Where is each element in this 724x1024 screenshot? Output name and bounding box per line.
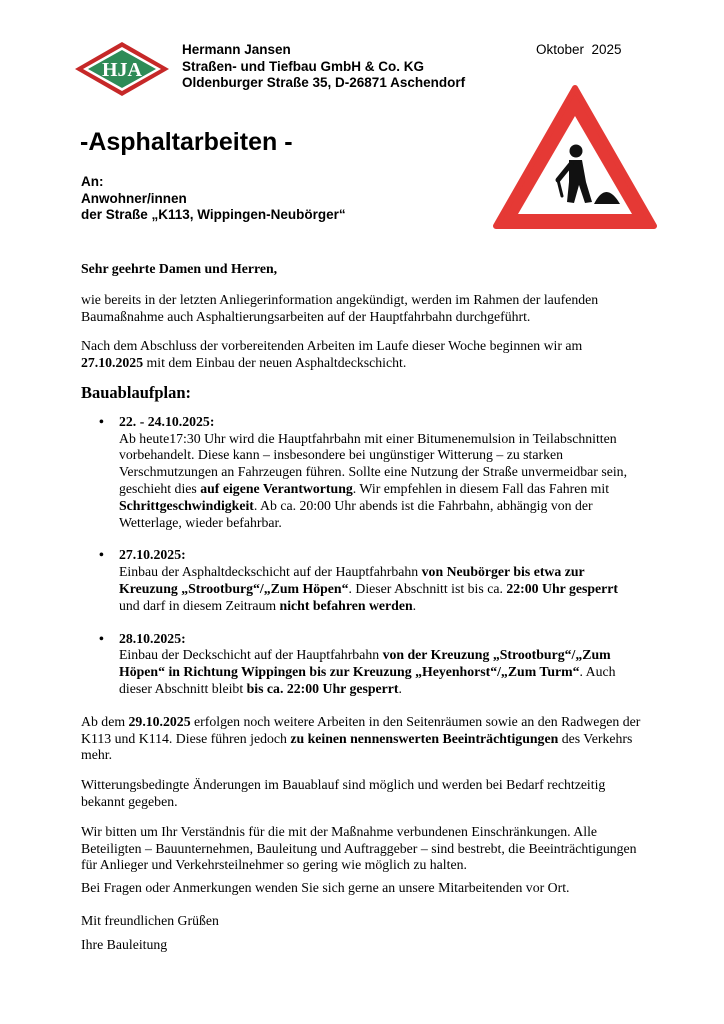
recipient-label: An: xyxy=(81,174,104,189)
schedule-item-3 xyxy=(81,631,641,698)
weather-paragraph: Witterungsbedingte Änderungen im Bauablauf sind möglich und werden bei Bedarf rechtzeitig bekannt gegeben. xyxy=(81,777,606,809)
page-title: -Asphaltarbeiten - xyxy=(80,128,293,156)
schedule-date: 22. - 24.10.2025: xyxy=(119,413,215,429)
letter-body xyxy=(81,261,641,954)
bullet-icon: • xyxy=(99,547,104,563)
signature: Ihre Bauleitung xyxy=(81,936,168,952)
closing-formula: Mit freundlichen Grüßen xyxy=(81,912,219,928)
schedule-text: Einbau der Deckschicht auf der Hauptfahrbahn von der Kreuzung „Strootburg“/„Zum Höpen“ in Richtung Wippingen bis zur Kreuzung „Heyenhorst“/„Zum Turm“. Auch dieser Abschnitt bleibt bis ca. 22:00 Uhr gesperrt. xyxy=(119,647,616,696)
schedule-date: 27.10.2025: xyxy=(119,547,186,563)
recipient-line2: der Straße „K113, Wippingen-Neubörger“ xyxy=(81,207,346,222)
start-date: 27.10.2025 xyxy=(81,355,144,371)
bullet-icon: • xyxy=(99,413,104,429)
schedule-item-2 xyxy=(81,547,641,614)
plan-heading: Bauablaufplan: xyxy=(81,382,192,402)
followup-paragraph: Ab dem 29.10.2025 erfolgen noch weitere Arbeiten in den Seitenräumen sowie an den Radwegen der K113 und K114. Diese führen jedoch zu keinen nennenswerten Beeinträchtigungen des Verkehrs mehr. xyxy=(81,713,641,763)
schedule-list xyxy=(81,414,641,698)
recipient-block xyxy=(81,174,346,224)
letter-date: Oktober 2025 xyxy=(536,42,622,57)
company-address xyxy=(182,42,465,92)
logo-text: HJA xyxy=(102,59,142,81)
company-logo xyxy=(74,41,170,97)
understanding-paragraph: Wir bitten um Ihr Verständnis für die mit der Maßnahme verbundenen Einschränkungen. Alle Beteiligten – Bauunternehmen, Bauleitung und Auftraggeber – sind bestrebt, die Beeinträchtigungen für Anlieger und Verkehrsteilnehmer so gering wie möglich zu halten. xyxy=(81,823,637,873)
start-paragraph: Nach dem Abschluss der vorbereitenden Arbeiten im Laufe dieser Woche beginnen wir am 27.10.2025 mit dem Einbau der neuen Asphaltdeckschicht. xyxy=(81,338,583,371)
bullet-icon: • xyxy=(99,630,104,646)
schedule-text: Ab heute17:30 Uhr wird die Hauptfahrbahn mit einer Bitumenemulsion in Teilabschnitten vorbehandelt. Diese kann – insbesondere bei ungünstiger Witterung – zu starken Verschmutzungen an Fahrzeugen führen. Sollte eine Nutzung der Straße unvermeidbar sein, geschieht dies auf eigene Verantwortung. Wir empfehlen in diesem Fall das Fahren mit Schrittgeschwindigkeit. Ab ca. 20:00 Uhr abends ist die Fahrbahn, abhängig von der Wetterlage, wieder befahrbar. xyxy=(119,430,628,530)
schedule-date: 28.10.2025: xyxy=(119,630,186,646)
recipient-line1: Anwohner/innen xyxy=(81,190,187,206)
roadworks-sign-icon xyxy=(492,84,658,230)
questions-paragraph: Bei Fragen oder Anmerkungen wenden Sie sich gerne an unsere Mitarbeitenden vor Ort. xyxy=(81,880,570,896)
salutation: Sehr geehrte Damen und Herren, xyxy=(81,261,278,276)
schedule-item-1 xyxy=(81,414,641,532)
company-street: Oldenburger Straße 35, D-26871 Aschendorf xyxy=(182,75,466,90)
company-legal-name: Straßen- und Tiefbau GmbH & Co. KG xyxy=(182,58,425,74)
company-name: Hermann Jansen xyxy=(182,42,291,57)
intro-paragraph: wie bereits in der letzten Anliegerinformation angekündigt, werden im Rahmen der laufenden Baumaßnahme auch Asphaltierungsarbeiten auf der Hauptfahrbahn durchgeführt. xyxy=(81,291,599,324)
schedule-text: Einbau der Asphaltdeckschicht auf der Hauptfahrbahn von Neubörger bis etwa zur Kreuzung „Strootburg“/„Zum Höpen“. Dieser Abschnitt ist bis ca. 22:00 Uhr gesperrt und darf in diesem Zeitraum nicht befahren werden. xyxy=(119,564,618,613)
